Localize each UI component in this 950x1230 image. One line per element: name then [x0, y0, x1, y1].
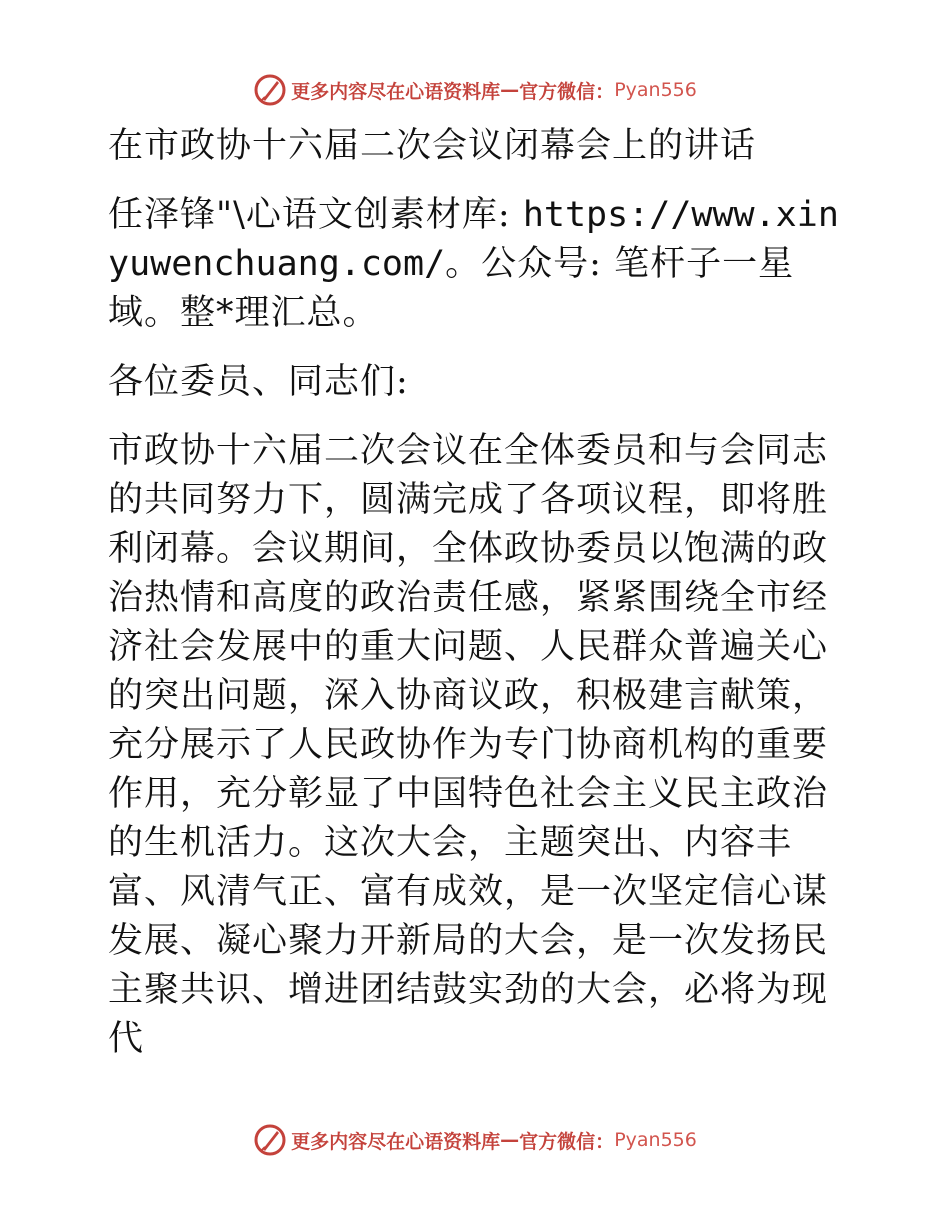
salutation: 各位委员、同志们:	[108, 362, 409, 402]
source-line-suffix: 。公众号: 笔杆子一星域。整*理汇总。	[108, 244, 795, 333]
banner-separator: —	[500, 1129, 520, 1151]
source-line	[98, 191, 858, 338]
banner-official-label: 官方微信：	[519, 80, 615, 103]
banner-slogan: 更多内容尽在心语资料库	[291, 80, 501, 103]
source-line-prefix: 任泽锋"\心语文创素材库:	[108, 195, 523, 235]
banner-wechat-id: Pyan556	[614, 1129, 697, 1151]
banner-separator: —	[500, 79, 520, 101]
quill-pen-icon	[253, 1123, 287, 1157]
document-body	[98, 122, 858, 1084]
banner-wechat-id: Pyan556	[614, 79, 697, 101]
banner-slogan: 更多内容尽在心语资料库	[291, 1130, 501, 1153]
quill-pen-icon	[253, 73, 287, 107]
document-title: 在市政协十六届二次会议闭幕会上的讲话	[108, 126, 757, 166]
banner-official-label: 官方微信：	[519, 1130, 615, 1153]
body-paragraph: 市政协十六届二次会议在全体委员和与会同志的共同努力下，圆满完成了各项议程，即将胜利闭幕。会议期间，全体政协委员以饱满的政治热情和高度的政治责任感，紧紧围绕全市经济社会发展中的重大问题、人民群众普遍关心的突出问题，深入协商议政，积极建言献策，充分展示了人民政协作为专门协商机构的重要作用，充分彰显了中国特色社会主义民主政治的生机活力。这次大会，主题突出、内容丰富、风清气正、富有成效，是一次坚定信心谋发展、凝心聚力开新局的大会，是一次发扬民主聚共识、增进团结鼓实劲的大会，必将为现代	[108, 431, 829, 1059]
footer-watermark-banner	[0, 1120, 950, 1160]
source-url-link[interactable]: https://www.xinyuwenchuang.com/	[108, 195, 839, 284]
header-watermark-banner	[0, 70, 950, 110]
